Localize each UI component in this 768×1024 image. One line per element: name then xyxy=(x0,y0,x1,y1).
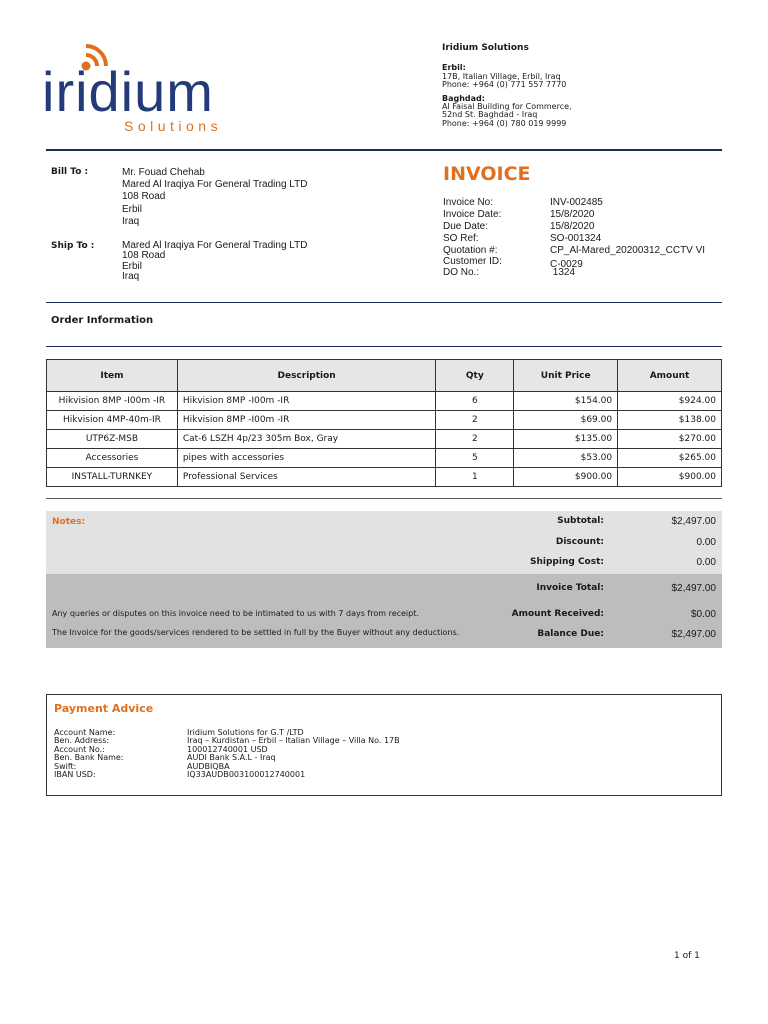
payment-label: Account Name: xyxy=(54,728,116,737)
balance-due-label: Balance Due: xyxy=(537,629,604,639)
branch-line: Al Faisal Building for Commerce, xyxy=(442,102,572,112)
order-items-table xyxy=(46,359,722,487)
cell-item: Hikvision 4MP-40m-IR xyxy=(47,411,178,430)
address-line: Mared Al Iraqiya For General Trading LTD xyxy=(122,240,308,251)
meta-invoice-date xyxy=(443,209,705,221)
meta-value: CP_Al-Mared_20200312_CCTV VI xyxy=(550,245,706,256)
cell-amount: $270.00 xyxy=(618,430,722,449)
cell-amount: $900.00 xyxy=(618,468,722,487)
cell-item: INSTALL-TURNKEY xyxy=(47,468,178,487)
cell-description: Cat-6 LSZH 4p/23 305m Box, Gray xyxy=(177,430,436,449)
logo-subtitle: Solutions xyxy=(124,118,223,134)
meta-do-no xyxy=(443,267,705,279)
cell-description: Hikvision 8MP -I00m -IR xyxy=(177,411,436,430)
cell-unit-price: $135.00 xyxy=(514,430,618,449)
cell-description: Professional Services xyxy=(177,468,436,487)
company-info xyxy=(442,44,572,133)
meta-value: 15/8/2020 xyxy=(550,209,595,220)
cell-description: Hikvision 8MP -I00m -IR xyxy=(177,392,436,411)
section-divider xyxy=(46,302,722,303)
ship-to-label: Ship To : xyxy=(51,241,95,251)
amount-received-label: Amount Received: xyxy=(511,609,604,619)
column-header-item: Item xyxy=(47,360,178,392)
payment-advice-box xyxy=(46,694,722,796)
meta-value: 1324 xyxy=(550,267,576,278)
cell-amount: $265.00 xyxy=(618,449,722,468)
subtotal-value: $2,497.00 xyxy=(671,516,716,527)
ship-to-address xyxy=(122,241,307,283)
cell-item: UTP6Z-MSB xyxy=(47,430,178,449)
cell-unit-price: $53.00 xyxy=(514,449,618,468)
address-line: Mr. Fouad Chehab xyxy=(122,167,205,178)
payment-label: Account No.: xyxy=(54,744,105,754)
branch-line: Phone: +964 (0) 780 019 9999 xyxy=(442,118,567,128)
meta-value: 15/8/2020 xyxy=(550,221,595,232)
cell-qty: 2 xyxy=(436,430,514,449)
notes-label: Notes: xyxy=(52,517,86,527)
table-row xyxy=(47,468,722,487)
meta-label: Customer ID: xyxy=(443,256,502,267)
branch-line: Phone: +964 (0) 771 557 7770 xyxy=(442,80,567,90)
header-divider xyxy=(46,149,722,151)
cell-item: Hikvision 8MP -I00m -IR xyxy=(47,392,178,411)
invoice-summary xyxy=(46,511,722,648)
payment-row xyxy=(54,771,400,779)
meta-invoice-no xyxy=(443,197,705,209)
meta-so-ref xyxy=(443,233,705,245)
branch-line: 52nd St. Baghdad - Iraq xyxy=(442,110,538,120)
order-information-heading: Order Information xyxy=(51,315,154,326)
discount-label: Discount: xyxy=(555,537,604,547)
bill-to-label: Bill To : xyxy=(51,167,89,177)
company-logo xyxy=(42,40,262,140)
payment-value: AUDI Bank S.A.L - Iraq xyxy=(187,753,276,763)
cell-item: Accessories xyxy=(47,449,178,468)
page-number: 1 of 1 xyxy=(674,951,700,961)
cell-unit-price: $900.00 xyxy=(514,468,618,487)
payment-label: IBAN USD: xyxy=(54,770,96,780)
shipping-label: Shipping Cost: xyxy=(530,557,604,567)
bill-to-address xyxy=(122,167,307,228)
table-header-row xyxy=(47,360,722,392)
summary-upper-band xyxy=(46,511,722,574)
payment-advice-title: Payment Advice xyxy=(54,702,154,715)
shipping-value: 0.00 xyxy=(696,557,716,568)
section-divider xyxy=(46,346,722,347)
table-row xyxy=(47,411,722,430)
summary-lower-band xyxy=(46,574,722,648)
invoice-total-label: Invoice Total: xyxy=(536,583,604,593)
cell-unit-price: $154.00 xyxy=(514,392,618,411)
payment-details xyxy=(54,729,400,779)
payment-label: Swift: xyxy=(54,761,77,771)
cell-qty: 1 xyxy=(436,468,514,487)
branch-city: Erbil: xyxy=(442,63,466,73)
meta-value: SO-001324 xyxy=(550,233,602,244)
branch-erbil xyxy=(442,64,572,89)
address-line: Erbil xyxy=(122,203,143,215)
meta-label: Due Date: xyxy=(443,221,489,232)
subtotal-label: Subtotal: xyxy=(557,516,604,526)
address-line: Erbil xyxy=(122,260,143,272)
invoice-total-value: $2,497.00 xyxy=(671,583,716,594)
cell-qty: 6 xyxy=(436,392,514,411)
cell-amount: $924.00 xyxy=(618,392,722,411)
table-row xyxy=(47,449,722,468)
payment-value: AUDBIQBA xyxy=(187,761,230,771)
section-divider xyxy=(46,498,722,499)
amount-received-value: $0.00 xyxy=(690,609,716,620)
meta-value: C-0029 xyxy=(550,259,583,270)
address-line: Iraq xyxy=(122,271,140,283)
column-header-amount: Amount xyxy=(618,360,722,392)
meta-due-date xyxy=(443,221,705,233)
payment-label: Ben. Bank Name: xyxy=(54,753,124,763)
invoice-meta xyxy=(443,197,705,279)
address-line: 108 Road xyxy=(122,250,166,262)
branch-line: 17B, Italian Village, Erbil, Iraq xyxy=(442,71,561,81)
branch-baghdad xyxy=(442,95,572,129)
cell-amount: $138.00 xyxy=(618,411,722,430)
meta-value: INV-002485 xyxy=(550,197,603,208)
disclaimer-text: Any queries or disputes on this invoice need to be intimated to us with 7 days from receipt. xyxy=(52,609,419,618)
branch-city: Baghdad: xyxy=(442,93,485,103)
meta-label: Invoice No: xyxy=(443,197,494,208)
payment-value: Iridium Solutions for G.T /LTD xyxy=(187,728,304,737)
column-header-description: Description xyxy=(177,360,436,392)
payment-value: Iraq – Kurdistan – Erbil – Italian Village – Villa No. 17B xyxy=(187,736,400,746)
address-line: Iraq xyxy=(122,215,140,227)
cell-qty: 2 xyxy=(436,411,514,430)
meta-label: Invoice Date: xyxy=(443,209,502,220)
cell-qty: 5 xyxy=(436,449,514,468)
invoice-title: INVOICE xyxy=(443,163,531,185)
cell-description: pipes with accessories xyxy=(177,449,436,468)
meta-label: DO No.: xyxy=(443,267,480,278)
logo-wordmark: iridium xyxy=(42,60,214,123)
meta-customer-id xyxy=(443,256,705,270)
meta-label: SO Ref: xyxy=(443,233,479,244)
table-row xyxy=(47,392,722,411)
column-header-unit-price: Unit Price xyxy=(514,360,618,392)
payment-value: 100012740001 USD xyxy=(187,744,268,754)
cell-unit-price: $69.00 xyxy=(514,411,618,430)
table-row xyxy=(47,430,722,449)
company-name: Iridium Solutions xyxy=(442,43,529,53)
payment-label: Ben. Address: xyxy=(54,736,110,746)
payment-value: IQ33AUDB003100012740001 xyxy=(187,770,306,780)
balance-due-value: $2,497.00 xyxy=(671,629,716,640)
address-line: 108 Road xyxy=(122,191,166,203)
column-header-qty: Qty xyxy=(436,360,514,392)
disclaimer-text: The Invoice for the goods/services rendered to be settled in full by the Buyer without any deductions. xyxy=(52,628,460,637)
address-line: Mared Al Iraqiya For General Trading LTD xyxy=(122,179,308,191)
discount-value: 0.00 xyxy=(696,537,716,548)
meta-label: Quotation #: xyxy=(443,245,498,256)
